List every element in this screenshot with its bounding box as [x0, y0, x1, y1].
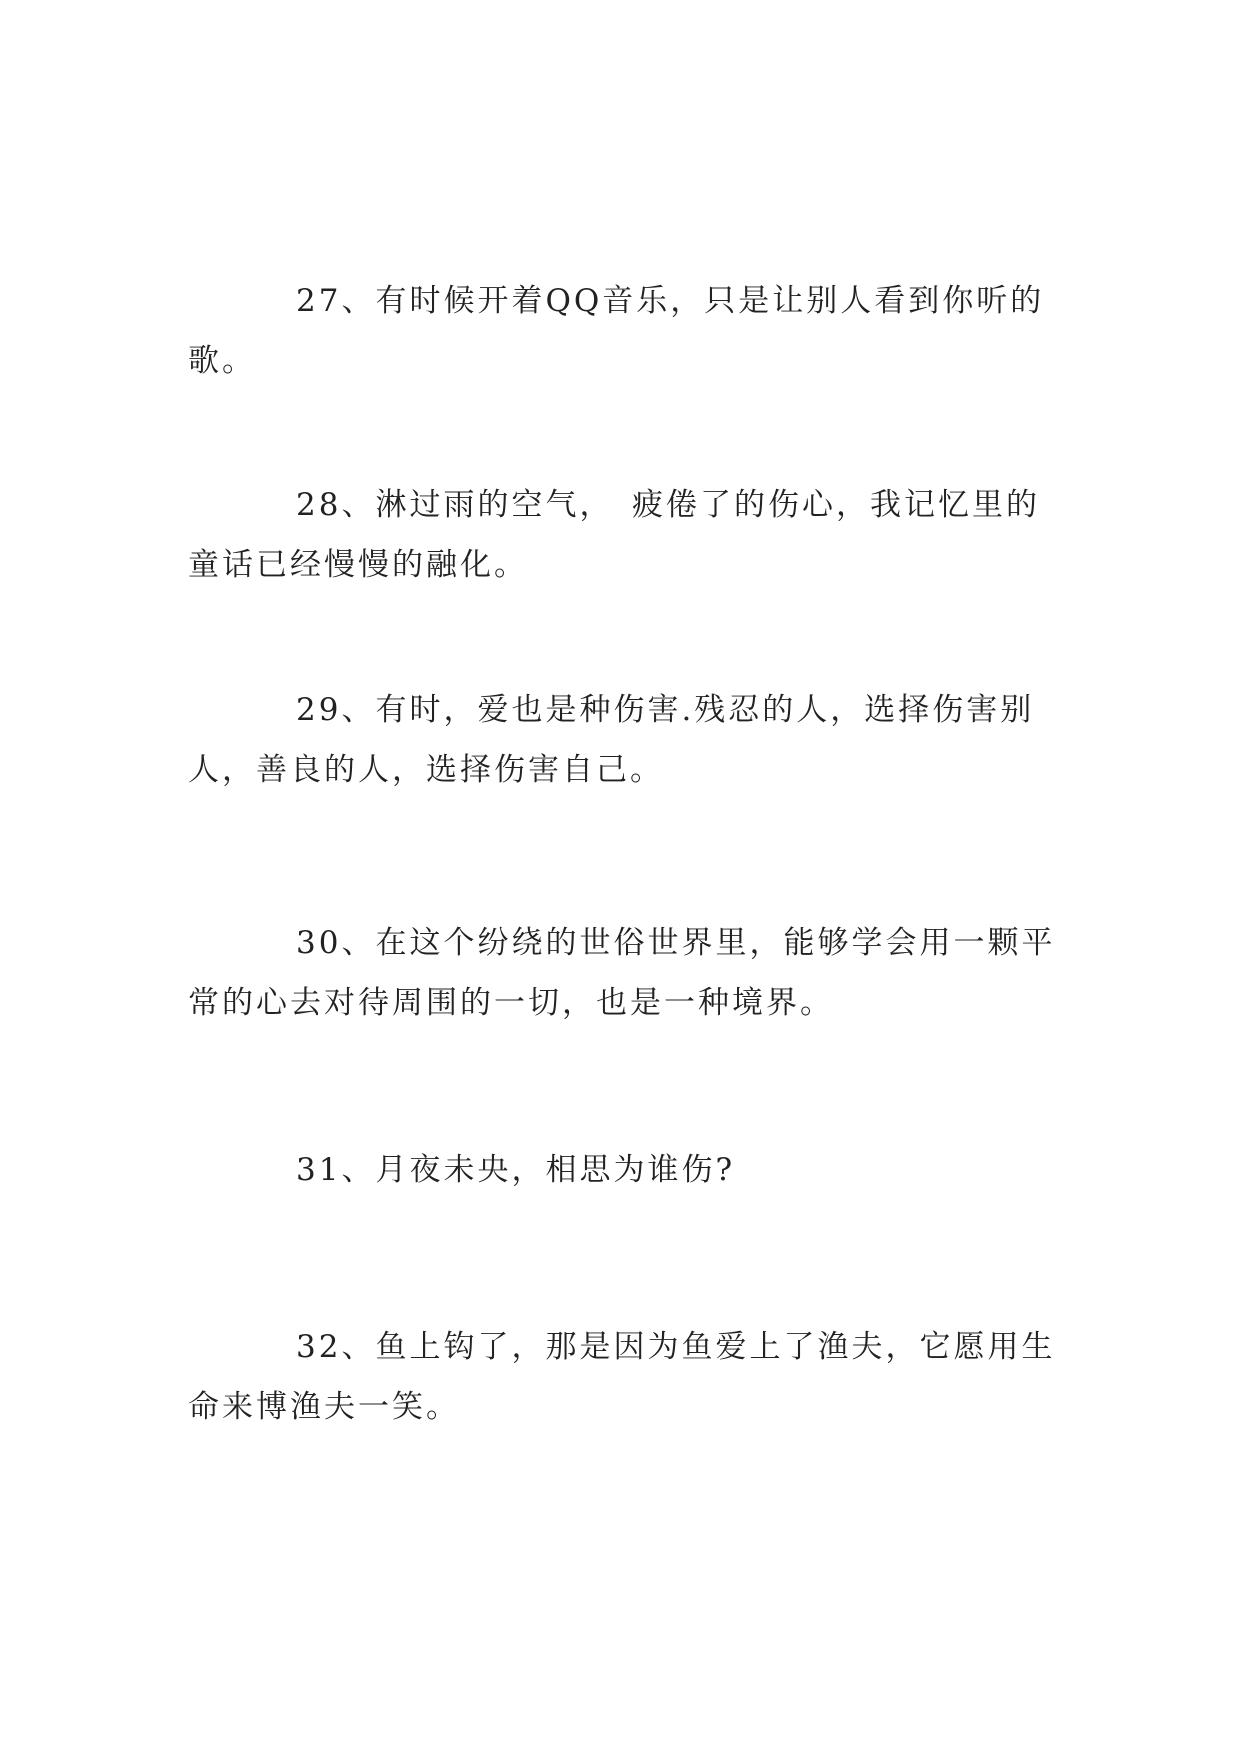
paragraph-29: 29、有时，爱也是种伤害.残忍的人，选择伤害别人，善良的人，选择伤害自己。 [188, 692, 1035, 788]
paragraph-27: 27、有时候开着QQ音乐，只是让别人看到你听的歌。 [188, 283, 1045, 379]
paragraph-28: 28、淋过雨的空气， 疲倦了的伤心，我记忆里的童话已经慢慢的融化。 [188, 487, 1040, 583]
paragraph-30: 30、在这个纷绕的世俗世界里，能够学会用一颗平常的心去对待周围的一切，也是一种境界。 [188, 925, 1056, 1021]
paragraph-31: 31、月夜未央，相思为谁伤? [296, 1152, 736, 1188]
paragraph-32: 32、鱼上钩了，那是因为鱼爱上了渔夫，它愿用生命来博渔夫一笑。 [188, 1329, 1056, 1425]
